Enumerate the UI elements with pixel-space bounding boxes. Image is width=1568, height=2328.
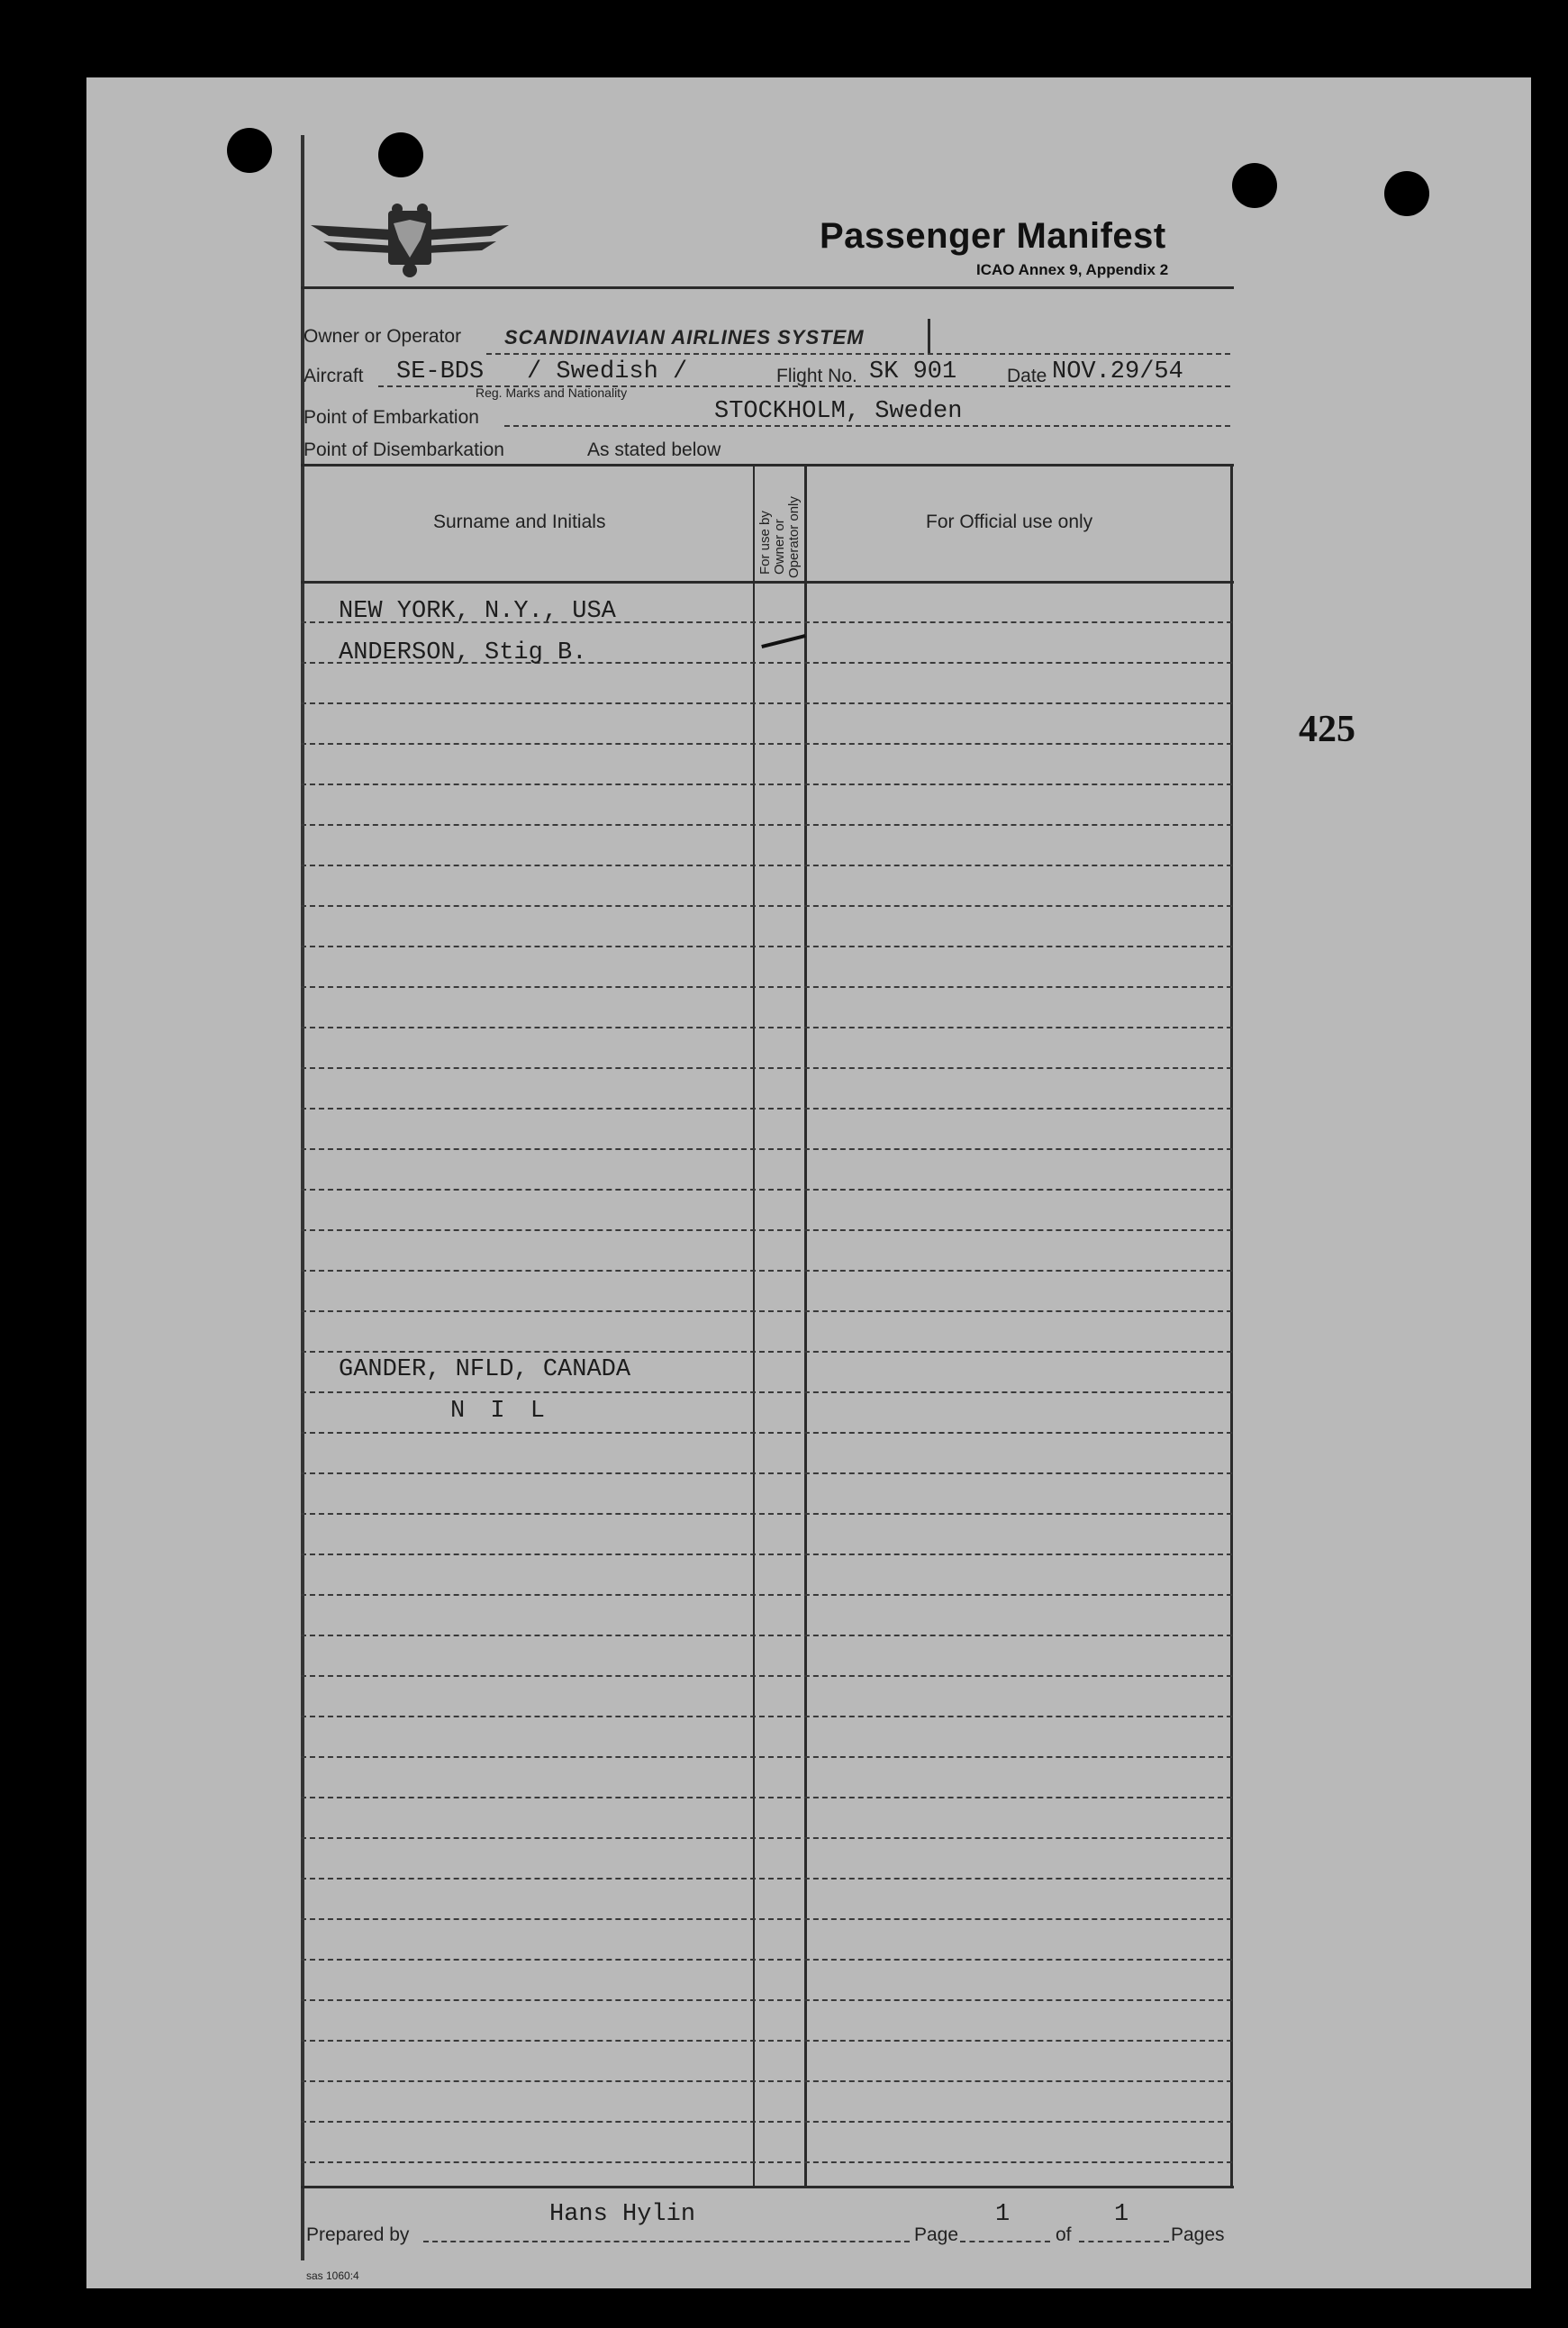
- row-rule: [301, 1351, 1232, 1353]
- row-rule: [301, 1716, 1232, 1717]
- row-rule: [301, 1837, 1232, 1839]
- owner-value: SCANDINAVIAN AIRLINES SYSTEM: [504, 326, 865, 349]
- row-rule: [301, 1594, 1232, 1596]
- owner-use-line: For use by: [757, 511, 773, 575]
- owner-line: [486, 353, 1230, 355]
- row-rule: [301, 1999, 1232, 2001]
- prepared-line: [423, 2241, 910, 2242]
- punch-hole: [378, 132, 423, 177]
- prepared-value: Hans Hylin: [549, 2201, 696, 2228]
- row-rule: [301, 1513, 1232, 1515]
- list-item: GANDER, NFLD, CANADA: [339, 1356, 631, 1383]
- row-rule: [301, 1797, 1232, 1798]
- list-item: NEW YORK, N.Y., USA: [339, 598, 616, 625]
- column-header-rule: [301, 581, 1234, 584]
- row-rule: [301, 1310, 1232, 1312]
- table-right-border: [1230, 464, 1233, 2186]
- reg-note: Reg. Marks and Nationality: [476, 385, 628, 400]
- row-rule: [301, 1675, 1232, 1677]
- row-rule: [301, 2080, 1232, 2082]
- row-rule: [301, 1432, 1232, 1434]
- embark-value: STOCKHOLM, Sweden: [714, 398, 963, 425]
- aircraft-reg: SE-BDS: [396, 358, 485, 385]
- list-item: ANDERSON, Stig B.: [339, 639, 587, 666]
- row-rule: [301, 1148, 1232, 1150]
- row-rule: [301, 1878, 1232, 1880]
- owner-use-line: Operator only: [786, 496, 802, 578]
- pages-label: Pages: [1171, 2224, 1225, 2245]
- row-rule: [301, 2161, 1232, 2163]
- page-label: Page: [914, 2224, 959, 2245]
- row-rule: [301, 1229, 1232, 1231]
- header-rule: [301, 286, 1234, 289]
- row-rule: [301, 946, 1232, 947]
- aircraft-label: Aircraft: [304, 366, 364, 386]
- owner-label: Owner or Operator: [304, 326, 462, 347]
- stamp-number: 425: [1299, 709, 1355, 750]
- punch-hole: [1384, 171, 1429, 216]
- row-rule: [301, 865, 1232, 866]
- disembark-label: Point of Disembarkation: [304, 439, 504, 460]
- row-rule: [301, 824, 1232, 826]
- date-value: NOV.29/54: [1052, 358, 1183, 385]
- owner-separator: [928, 319, 930, 353]
- row-rule: [301, 1067, 1232, 1069]
- row-rule: [301, 702, 1232, 704]
- aircraft-nationality: / Swedish /: [527, 358, 688, 385]
- embark-line: [504, 425, 1230, 427]
- row-rule: [301, 1554, 1232, 1555]
- footer-rule: [301, 2186, 1234, 2188]
- table-top-rule: [301, 464, 1234, 467]
- row-rule: [301, 1270, 1232, 1272]
- row-rule: [301, 1189, 1232, 1191]
- row-rule: [301, 743, 1232, 745]
- owner-use-column-header: [755, 468, 803, 581]
- row-rule: [301, 784, 1232, 785]
- row-rule: [301, 1918, 1232, 1920]
- owner-use-line: Owner or: [772, 519, 787, 575]
- form-title: Passenger Manifest: [820, 216, 1166, 256]
- row-rule: [301, 905, 1232, 907]
- embark-label: Point of Embarkation: [304, 407, 479, 428]
- prepared-label: Prepared by: [306, 2224, 410, 2245]
- row-rule: [301, 2040, 1232, 2042]
- of-value: 1: [1114, 2201, 1129, 2228]
- row-rule: [301, 1027, 1232, 1028]
- airline-logo-icon: [311, 204, 509, 280]
- row-rule: [301, 2121, 1232, 2123]
- list-item: N I L: [450, 1398, 551, 1425]
- flight-label: Flight No.: [776, 366, 857, 386]
- aircraft-line: [378, 385, 1230, 387]
- official-column-header: For Official use only: [926, 512, 1093, 532]
- disembark-value: As stated below: [587, 439, 721, 460]
- page-line: [960, 2241, 1050, 2242]
- surname-column-header: Surname and Initials: [433, 512, 606, 532]
- form-code: sas 1060:4: [306, 2269, 359, 2282]
- row-rule: [301, 1756, 1232, 1758]
- page-value: 1: [995, 2201, 1011, 2228]
- column-divider: [753, 464, 755, 2186]
- row-rule: [301, 1472, 1232, 1474]
- column-divider: [804, 464, 807, 2186]
- of-line: [1079, 2241, 1169, 2242]
- punch-hole: [227, 128, 272, 173]
- row-rule: [301, 1635, 1232, 1636]
- row-rule: [301, 986, 1232, 988]
- form-subtitle: ICAO Annex 9, Appendix 2: [976, 261, 1169, 278]
- row-rule: [301, 1108, 1232, 1110]
- flight-value: SK 901: [869, 358, 957, 385]
- row-rule: [301, 1959, 1232, 1961]
- of-label: of: [1056, 2224, 1072, 2245]
- punch-hole: [1232, 163, 1277, 208]
- date-label: Date: [1007, 366, 1047, 386]
- row-rule: [301, 1391, 1232, 1393]
